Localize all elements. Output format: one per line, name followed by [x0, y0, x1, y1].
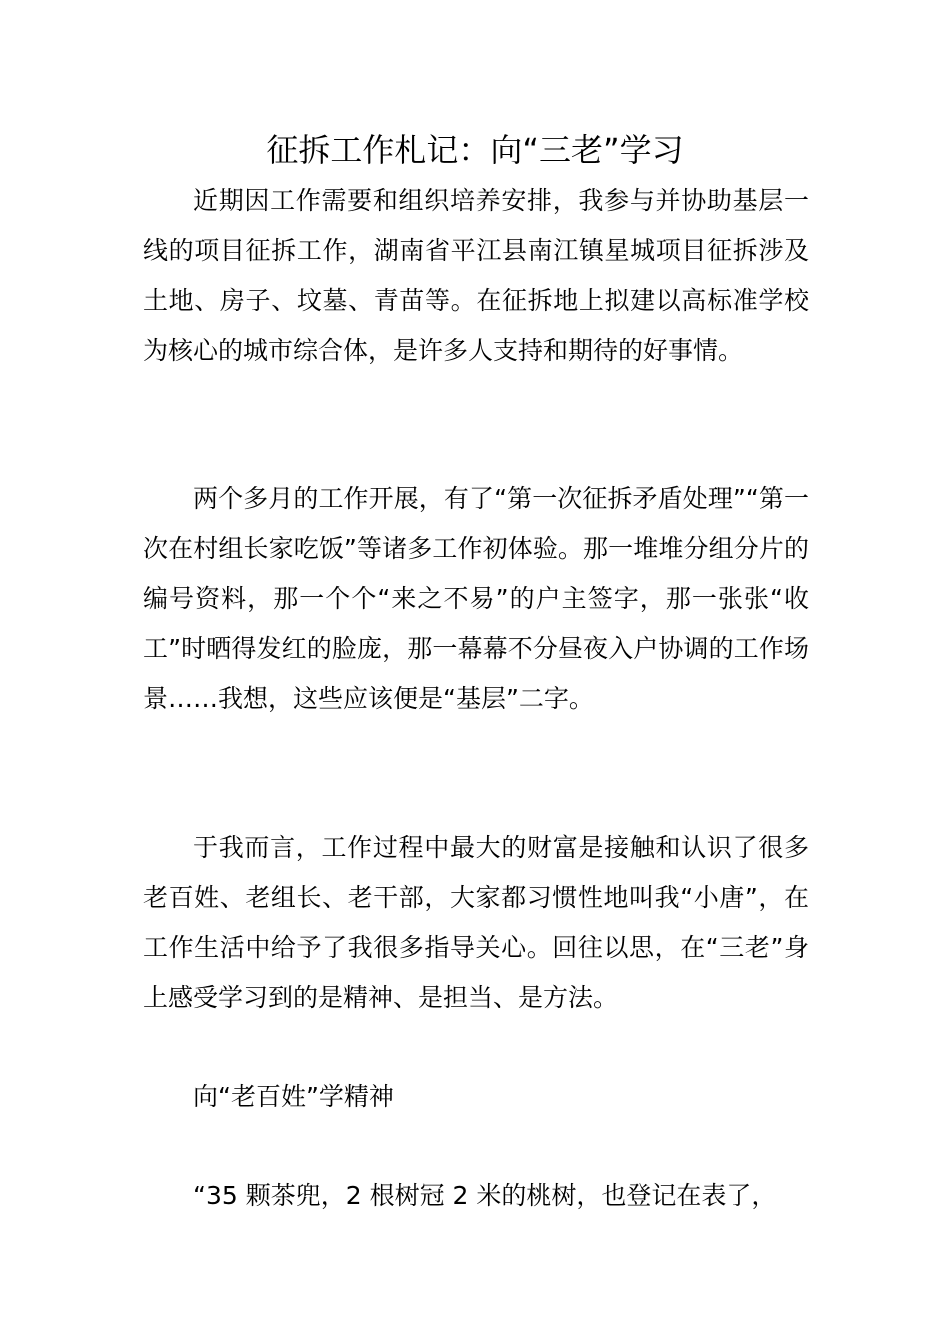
document-title: 征拆工作札记：向“三老”学习: [266, 131, 684, 169]
paragraph-experience: 两个多月的工作开展，有了“第一次征拆矛盾处理”“第一次在村组长家吃饭”等诸多工作初体验。那一堆堆分组分片的编号资料，那一个个“来之不易”的户主签字，那一张张“收工”时晒得发红的脸庞，那一幕幕不分昼夜入户协调的工作场景……我想，这些应该便是“基层”二字。: [143, 484, 809, 713]
section-heading: 向“老百姓”学精神: [193, 1082, 394, 1111]
paragraph-reflection: 于我而言，工作过程中最大的财富是接触和认识了很多老百姓、老组长、老干部，大家都习惯性地叫我“小唐”，在工作生活中给予了我很多指导关心。回往以思，在“三老”身上感受学习到的是精神、是担当、是方法。: [143, 833, 809, 1012]
paragraph-quote: “35 颗茶兜，2 根树冠 2 米的桃树，也登记在表了，: [193, 1181, 777, 1210]
paragraph-intro: 近期因工作需要和组织培养安排，我参与并协助基层一线的项目征拆工作，湖南省平江县南江镇星城项目征拆涉及土地、房子、坟墓、青苗等。在征拆地上拟建以高标准学校为核心的城市综合体，是许多人支持和期待的好事情。: [143, 186, 809, 365]
